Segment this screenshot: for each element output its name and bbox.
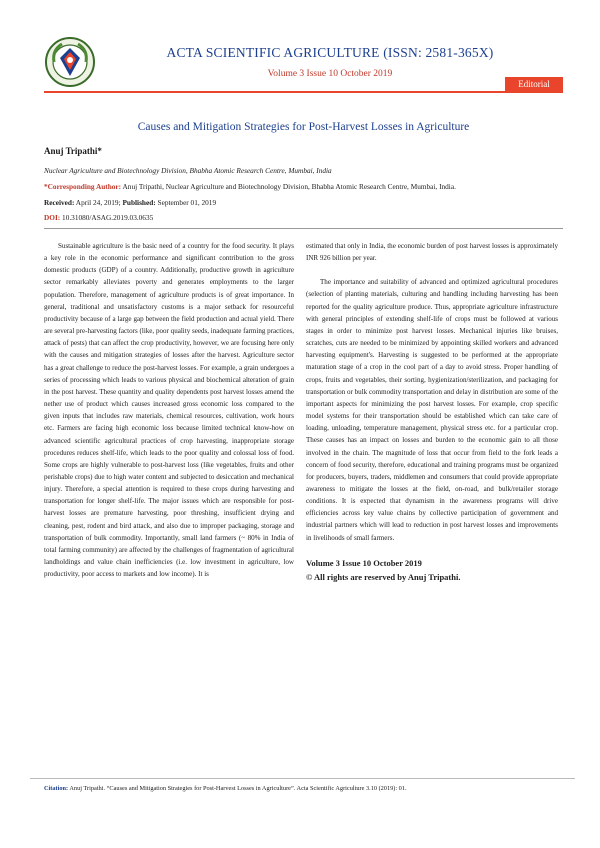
corresponding-label: *Corresponding Author:	[44, 182, 122, 191]
body-paragraph-1: Sustainable agriculture is the basic need of a country for the food security. It plays a key role in the economic performance and significant contribution to the gross domestic products (GDP) of a country. Additionally, productive growth in agriculture sector remarkably alleviates poverty and generates employments to the larger population. Therefore, management of agriculture products is of great importance. In general, traditional and unsatisfactory customs is a major setback for resourceful productivity because of a large gap between the field production and actual yield. There are several pre-harvesting factors (like, poor quality seeds, inadequate farming practices, attack of pests) that can affect the crop productivity, however, we are focusing here only with the causes and mitigation strategies of losses after the harvest. Agriculture sector has a great challenge to reduce the post-harvest losses. For example, a grain undergoes a series of processing which leads to various physical and biochemical alteration of grain in the post harvest. These quantity and quality dependents post harvest losses amend the nether use of product which causes increased gross economic loss compared to the given inputs that includes raw materials, chemical resources, cultivation, work hours etc. Farmers are facing high economic loss because limited technical know-how on advanced scientific agricultural practices of crop harvesting, inappropriate storage procedures reduces shelf-life, which leads to the poor quality and colossal loss of food. Some crops are highly vulnerable to post-harvest loss (like vegetables, fruits and other perishable crops) due to high water content and subjected to desiccation and mechanical injury. Therefore, a special attention is required to these crops during harvesting and transportation for longer shelf-life. The major issues which are responsible for post-harvest losses are premature harvesting, poor threshing, insufficient drying and cleaning, pest, rodent and bird attack, and also due to improper packaging, storage and transportation of bulk commodity. Importantly, small land farmers (~ 80% in India of total farming community) are affected by the challenges of fragmentation of agricultural landholdings and value chain inefficiencies (i.e. low investment in agriculture, low productivity, poor access to markets and low income). It is	[44, 242, 294, 579]
corresponding-author	[44, 182, 456, 191]
section-divider	[44, 228, 563, 229]
received-date: April 24, 2019;	[74, 198, 123, 207]
citation-text: Anuj Tripathi. “Causes and Mitigation Strategies for Post-Harvest Losses in Agriculture”. Acta Scientific Agriculture 3.10 (2019): 01.	[68, 785, 407, 792]
corresponding-text: Anuj Tripathi, Nuclear Agriculture and Biotechnology Division, Bhabha Atomic Research Centre, Mumbai, India.	[121, 182, 456, 191]
issue-line: Volume 3 Issue 10 October 2019	[267, 69, 393, 79]
doi	[44, 213, 153, 222]
doi-label: DOI:	[44, 213, 61, 222]
journal-logo-icon	[44, 36, 96, 88]
body-column-right	[306, 240, 558, 584]
closing-issue: Volume 3 Issue 10 October 2019	[306, 557, 422, 568]
editorial-badge: Editorial	[505, 77, 563, 91]
published-label: Published:	[122, 198, 156, 207]
author-affiliation: Nuclear Agriculture and Biotechnology Division, Bhabha Atomic Research Centre, Mumbai, India	[44, 166, 332, 175]
body-paragraph-2: estimated that only in India, the economic burden of post harvest losses is approximately INR 926 billion per year.	[306, 242, 558, 263]
body-column-left	[44, 240, 294, 580]
doi-value[interactable]: 10.31080/ASAG.2019.03.0635	[60, 213, 154, 222]
article-dates	[44, 198, 216, 207]
closing-rights: © All rights are reserved by Anuj Tripathi.	[306, 571, 461, 582]
journal-title: ACTA SCIENTIFIC AGRICULTURE (ISSN: 2581-365X)	[166, 45, 494, 60]
citation-label: Citation:	[44, 785, 69, 792]
header-rule	[44, 91, 563, 93]
published-date: September 01, 2019	[155, 198, 217, 207]
body-paragraph-3: The importance and suitability of advanced and optimized agricultural procedures (selection of planting materials, culturing and handling including harvesting has been reported for the quality agriculture produce. Thus, appropriate agriculture infrastructure with general principles of extending shelf-life of crops must be followed at various stages in order to minimize post harvest losses. Mechanical injuries like bruises, scratches, cuts are needed to be minimized by appointing skilled workers and advanced harvesting equipment's. Harvesting is suggested to be performed at the appropriate maturation stage of a crop in the cool part of a day to avoid stress. Proper handling of crops, fruits and vegetables, their sorting, hygienization/sterilization, and packaging for transportation or bulk commodity transportation and delay in distribution are some of the important aspects for minimizing the post harvest losses. For example, crop specific model systems for their transportation should be established which can take care of loading, unloading, temperature management, physical stress etc. for a particular crop. These causes has an impact on losses and burden to the economic gain to all those involved in the chain. The magnitude of loss that occur from field to the fork leads a concern of food security, therefore, educational and training programs must be organized for producers, buyers, traders, middlemen and consumers that could provide appropriate awareness to mitigate the losses at the field, on-road, and bulk/retailer storage conditions. It is expected that dynamism in the awareness programs will drive efficiencies across key value chains by collective participation of government and industrial partners which will lead to reduction in post harvest losses and improvements in livelihoods of small farmers.	[306, 278, 558, 542]
received-label: Received:	[44, 198, 75, 207]
author-name: Anuj Tripathi*	[44, 146, 102, 156]
article-title: Causes and Mitigation Strategies for Post-Harvest Losses in Agriculture	[137, 121, 470, 133]
closing-block	[306, 556, 558, 584]
citation	[44, 785, 407, 792]
footer-rule	[30, 778, 575, 779]
